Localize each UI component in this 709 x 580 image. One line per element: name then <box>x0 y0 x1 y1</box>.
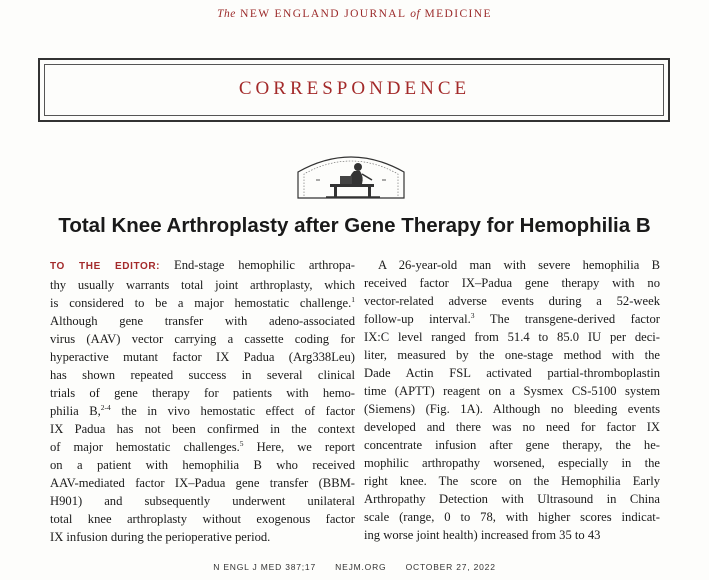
right-line-16: ing worse joint health) increased from 35 to 43 <box>364 528 601 542</box>
to-the-editor-label: TO THE EDITOR: <box>50 261 161 272</box>
left-line-9 <box>50 402 355 420</box>
left-line-8: trials of gene therapy for patients with hemo- <box>50 386 355 400</box>
right-line-14: Arthropathy Detection with Ultrasound in China <box>364 492 660 506</box>
citation-3: 3 <box>470 311 475 320</box>
right-line-11: concentrate infusion after gene therapy, the he- <box>364 438 660 452</box>
right-column <box>364 256 660 544</box>
citation-5: 5 <box>239 439 244 448</box>
left-line-6: hyperactive mutant factor IX Padua (Arg338Leu) <box>50 350 355 364</box>
right-line-2: received factor IX–Padua gene therapy with no <box>364 276 660 290</box>
journal-header <box>0 8 709 20</box>
left-line-11-rest: Here, we report <box>243 440 355 454</box>
left-line-10: IX Padua has not been confirmed in the context <box>50 422 355 436</box>
left-line-16: IX infusion during the perioperative period. <box>50 530 271 544</box>
citation-2-4: 2-4 <box>100 403 111 412</box>
right-line-13: right knee. The score on the Hemophilia Early <box>364 474 660 488</box>
left-line-9-text: philia B, <box>50 404 101 418</box>
left-line-9-rest: the in vivo hemostatic effect of factor <box>110 404 355 418</box>
journal-header-medicine: MEDICINE <box>424 8 492 20</box>
left-line-5: virus (AAV) vector carrying a cassette coding for <box>50 332 355 346</box>
left-line-11-text: of major hemostatic challenges. <box>50 440 240 454</box>
right-line-4 <box>364 310 660 328</box>
right-line-12: mophilic arthropathy worsened, especially in the <box>364 456 660 470</box>
right-line-10: developed and there was no need for factor IX <box>364 420 660 434</box>
right-line-3: vector-related adverse events during a 52-week <box>364 294 660 308</box>
page-footer <box>0 562 709 572</box>
right-line-4-rest: The transgene-derived factor <box>474 312 660 326</box>
right-line-15: scale (range, 0 to 78, with higher scores indicat- <box>364 510 660 524</box>
footer-website: NEJM.ORG <box>335 562 387 572</box>
journal-header-of: of <box>410 8 421 20</box>
left-line-2: thy usually warrants total joint arthroplasty, which <box>50 278 355 292</box>
section-title: CORRESPONDENCE <box>238 78 471 99</box>
right-line-9: (Siemens) (Fig. 1A). Although no bleeding events <box>364 402 660 416</box>
footer-date: OCTOBER 27, 2022 <box>405 562 496 572</box>
left-line-15: total knee arthroplasty without exogenous factor <box>50 512 355 526</box>
left-line-3 <box>50 294 355 312</box>
right-line-4-text: follow-up interval. <box>364 312 471 326</box>
left-line-4: Although gene transfer with adeno-associated <box>50 314 355 328</box>
article-title: Total Knee Arthroplasty after Gene Therapy for Hemophilia B <box>58 214 651 237</box>
citation-1: 1 <box>351 295 355 304</box>
left-line-3-text: is considered to be a major hemostatic challenge. <box>50 296 352 310</box>
left-column <box>50 256 355 546</box>
seated-scholar-emblem-icon <box>296 150 406 200</box>
right-line-1: A 26-year-old man with severe hemophilia B <box>378 258 660 272</box>
journal-header-the: The <box>217 8 236 20</box>
left-line-1 <box>50 256 355 276</box>
footer-journal-citation: N ENGL J MED 387;17 <box>213 562 316 572</box>
left-line-12: on a patient with hemophilia B who received <box>50 458 355 472</box>
left-line-13: AAV-mediated factor IX–Padua gene transfer (BBM- <box>50 476 355 490</box>
right-line-8: time (APTT) reagent on a Sysmex CS-5100 system <box>364 384 660 398</box>
left-line-1-text: End-stage hemophilic arthropa- <box>160 258 355 272</box>
journal-header-name: NEW ENGLAND JOURNAL <box>240 8 406 20</box>
left-line-14: H901) and subsequently underwent unilateral <box>50 494 355 508</box>
right-line-6: liter, measured by the one-stage method with the <box>364 348 660 362</box>
right-line-7: Dade Actin FSL activated partial-thromboplastin <box>364 366 660 380</box>
left-line-7: has shown repeated success in several clinical <box>50 368 355 382</box>
right-line-5: IX:C level ranged from 51.4 to 85.0 IU per deci- <box>364 330 660 344</box>
left-line-11 <box>50 438 355 456</box>
